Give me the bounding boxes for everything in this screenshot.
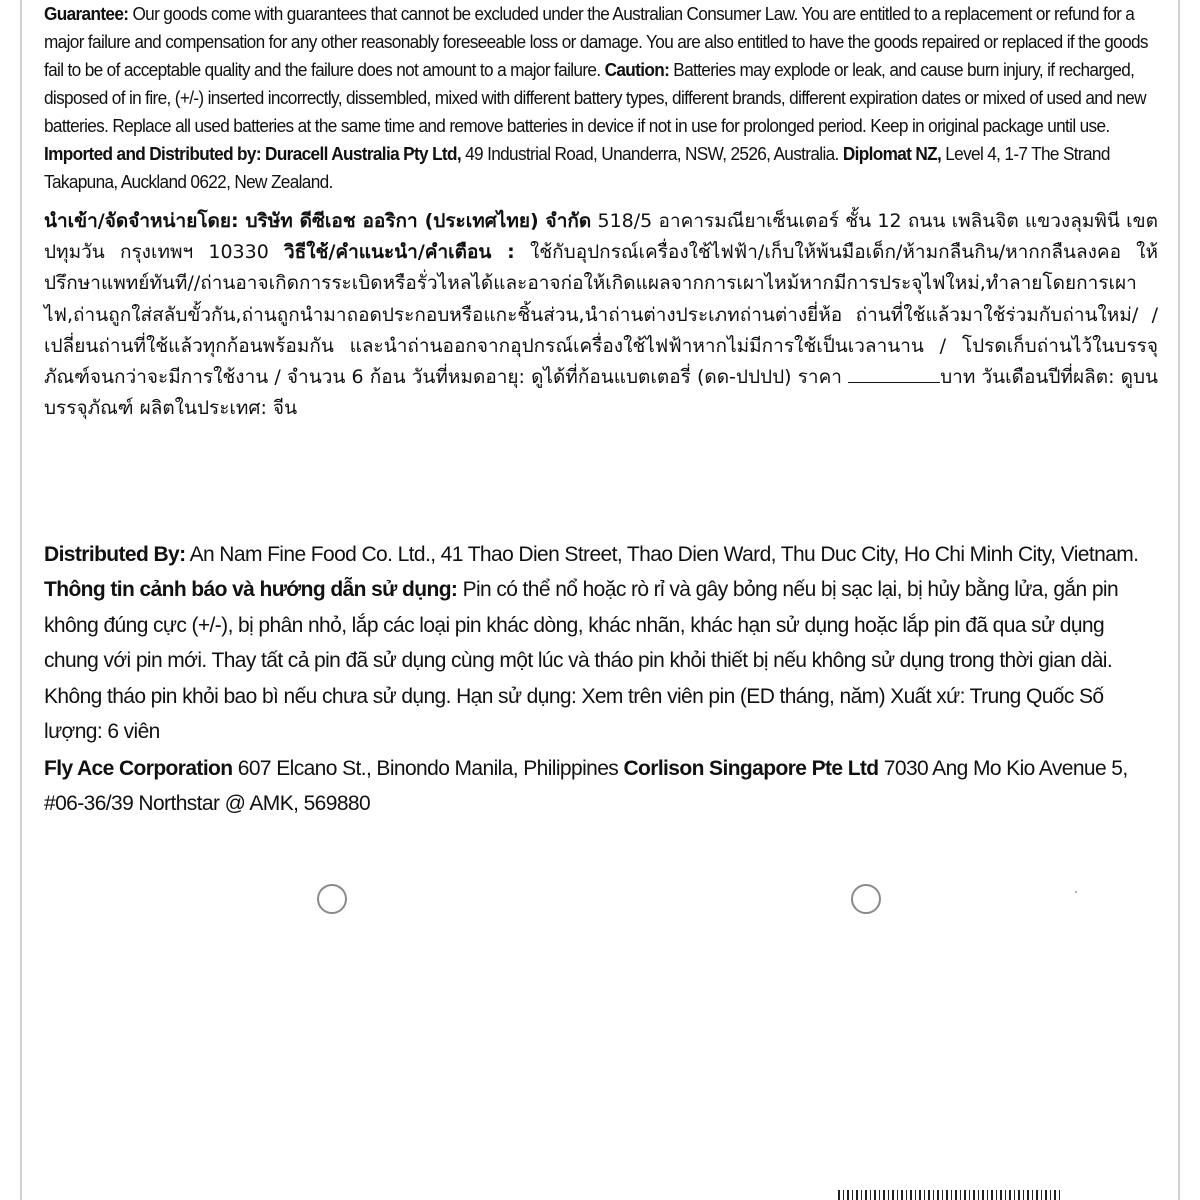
vn-warning-text: Pin có thể nổ hoặc rò rỉ và gây bỏng nếu bị sạc lại, bị hủy bằng lửa, gắn pin không đúng cực (+/-), bị phân nhỏ, lắp các loại pin khác dòng, khác nhãn, khác hạn sử dụng hoặc lắp pin đã qua sử dụng chung với pin mới. Thay tất cả pin đã sử dụng cùng một lúc và tháo pin khỏi thiết bị nếu không sử dụng trong thời gian dài. Không tháo pin khỏi bao bì nếu chưa sử dụng. Hạn sử dụng: Xem trên viên pin (ED tháng, năm) Xuất xứ: Trung Quốc Số lượng: 6 viên [44, 578, 1119, 744]
ph-sg-distributor-block [44, 751, 1162, 822]
corlison-label: Corlison Singapore Pte Ltd [623, 757, 879, 780]
caution-label: Caution: [600, 59, 670, 80]
vietnamese-info-block [44, 537, 1162, 749]
importer-address: 49 Industrial Road, Unanderra, NSW, 2526, Australia. [461, 143, 839, 164]
vn-distributor-label: Distributed By: [44, 543, 186, 566]
flyace-address: 607 Elcano St., Binondo Manila, Philippines [232, 757, 624, 780]
label-border-right [1178, 0, 1180, 1200]
thai-address: 518/5 อาคารมณียาเซ็นเตอร์ ชั้น 12 ถนน เพลินจิต แขวงลุมพินี เขตปทุมวัน กรุงเทพฯ 10330 [44, 210, 1158, 264]
print-dot [1075, 891, 1077, 893]
barcode-fragment [838, 1190, 1060, 1200]
english-guarantee-block [44, 0, 1162, 196]
thai-price-unit: บาท วันเดือนปีที่ผลิต: ดูบนบรรจุภัณฑ์ ผลิตในประเทศ: จีน [44, 366, 1158, 420]
thai-usage-label: วิธีใช้/คำแนะนำ/คำเตือน : [284, 241, 515, 264]
flyace-label: Fly Ace Corporation [44, 757, 233, 780]
guarantee-label: Guarantee: [44, 3, 129, 24]
nz-distributor-address: Level 4, 1-7 The Strand Takapuna, Auckland 0622, New Zealand. [44, 143, 1110, 192]
guarantee-text: Our goods come with guarantees that cannot be excluded under the Australian Consumer Law. You are entitled to a replacement or refund for a major failure and compensation for any other reasonably foreseeable loss or damage. You are also entitled to have the goods repaired or replaced if the goods fail to be of acceptable quality and the failure does not amount to a major failure. [44, 3, 1148, 80]
thai-info-block [44, 206, 1158, 424]
corlison-address: 7030 Ang Mo Kio Avenue 5, #06-36/39 Northstar @ AMK, 569880 [44, 757, 1128, 816]
price-blank-line [848, 364, 940, 383]
vn-warning-label: Thông tin cảnh báo và hướng dẫn sử dụng: [44, 578, 458, 602]
thai-usage-text: ใช้กับอุปกรณ์เครื่องใช้ไฟฟ้า/เก็บให้พ้นมือเด็ก/ห้ามกลืนกิน/หากกลืนลงคอ ให้ปรึกษาแพทย์ทันที//ถ่านอาจเกิดการระเบิดหรือรั่วไหลได้และอาจก่อให้เกิดแผลจากการเผาไหม้หากมีการประจุไฟใหม่,ทำลายโดยการเผาไฟ,ถ่านถูกใส่สลับขั้วกัน,ถ่านถูกนำมาถอดประกอบหรือแกะชิ้นส่วน,นำถ่านต่างประเภทถ่านต่างยี่ห้อ ถ่านที่ใช้แล้วมาใช้ร่วมกับถ่านใหม่/ / เปลี่ยนถ่านที่ใช้แล้วทุกก้อนพร้อมกัน และนำถ่านออกจากอุปกรณ์เครื่องใช้ไฟฟ้าหากไม่มีการใช้เป็นเวลานาน / โปรดเก็บถ่านไว้ในบรรจุภัณฑ์จนกว่าจะมีการใช้งาน / จำนวน 6 ก้อน วันที่หมดอายุ: ดูได้ที่ก้อนแบตเตอรี่ (ดด-ปปปป) ราคา [44, 241, 1158, 389]
label-border-left [20, 0, 22, 1200]
importer-label: Imported and Distributed by: Duracell Australia Pty Ltd, [44, 143, 462, 164]
caution-text: Batteries may explode or leak, and cause burn injury, if recharged, disposed of in fire, (+/-) inserted incorrectly, dissembled, mixed with different battery types, different brands, different expiration dates or mixed of used and new batteries. Replace all used batteries at the same time and remove batteries in device if not in use for prolonged period. Keep in original package until use. [44, 59, 1146, 136]
hang-hole-left [317, 884, 347, 914]
thai-importer-label: นำเข้า/จัดจำหน่ายโดย: บริษัท ดีซีเอช ออริกา (ประเทศไทย) จำกัด [44, 210, 592, 232]
vn-distributor-text: An Nam Fine Food Co. Ltd., 41 Thao Dien Street, Thao Dien Ward, Thu Duc City, Ho Chi Minh City, Vietnam. [185, 543, 1139, 566]
nz-distributor-label: Diplomat NZ, [838, 143, 942, 164]
hang-hole-right [851, 884, 881, 914]
